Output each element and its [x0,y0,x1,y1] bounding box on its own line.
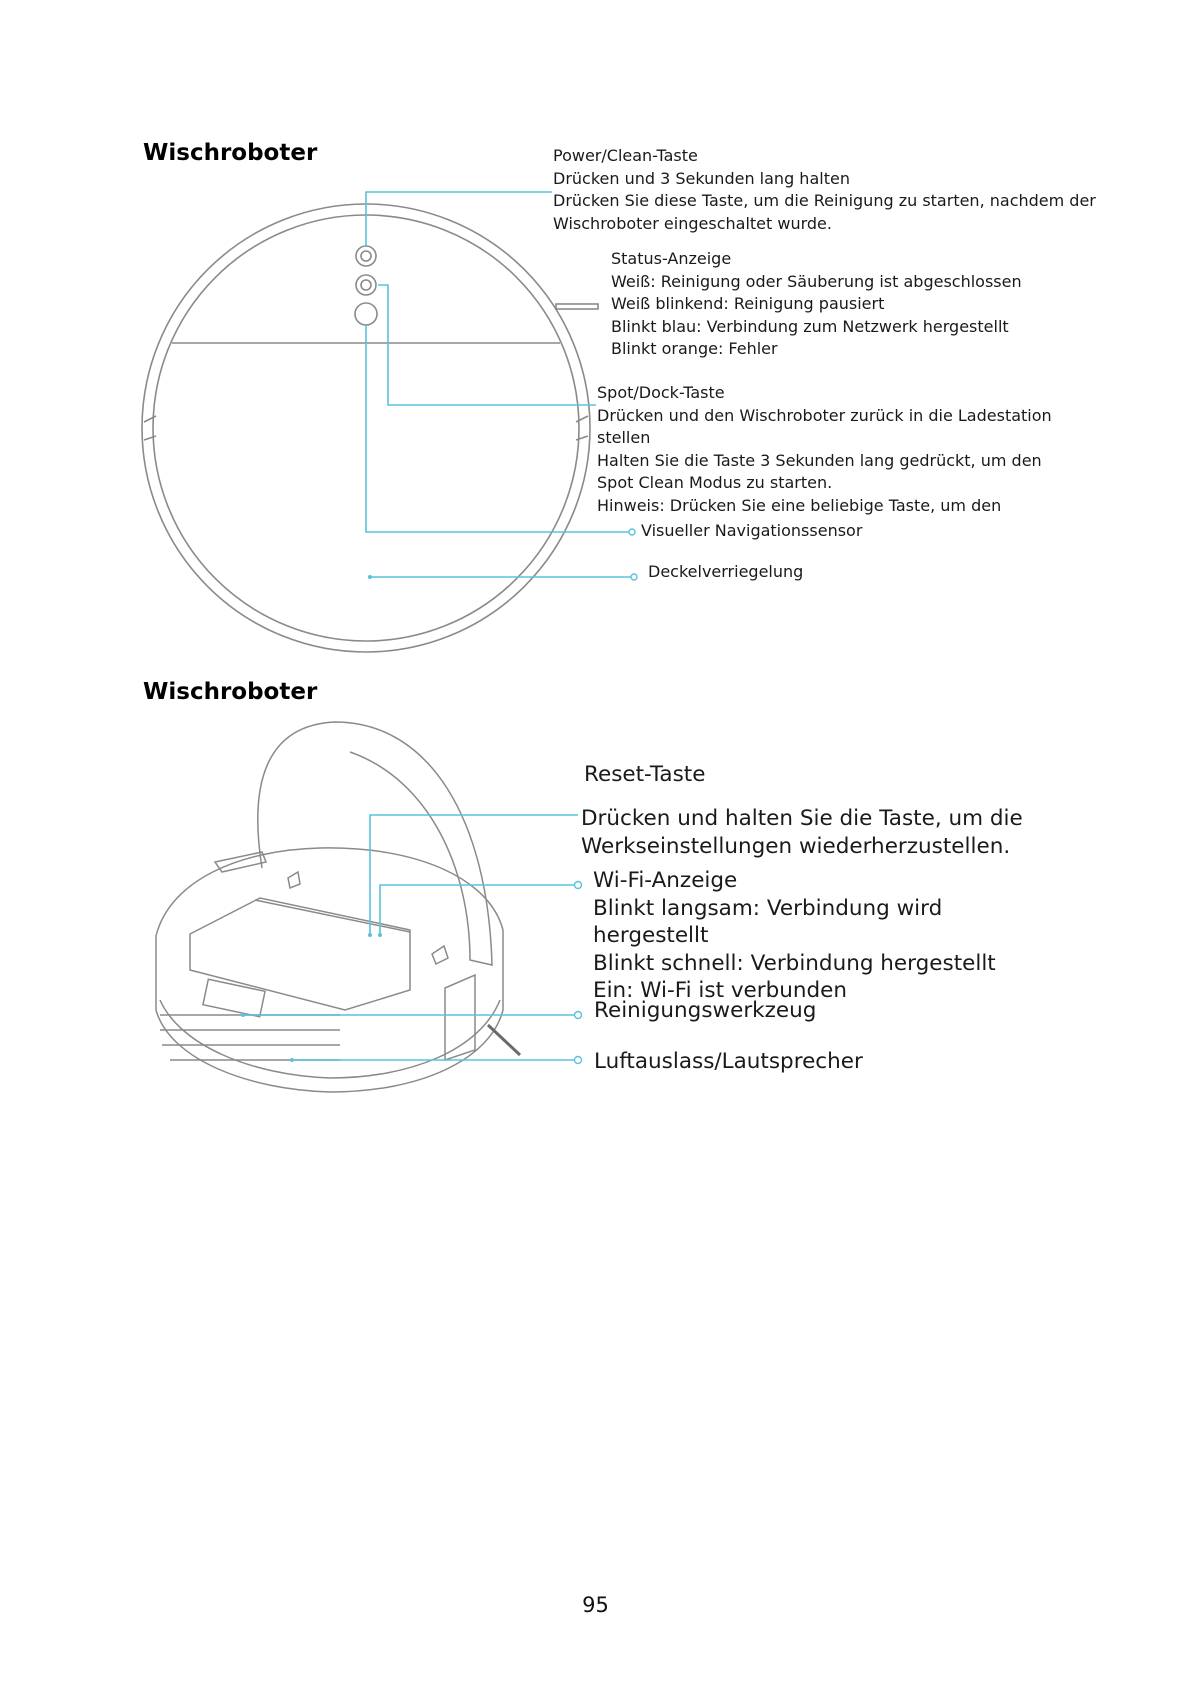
spot-line4: Spot Clean Modus zu starten. [597,473,833,493]
section2-heading: Wischroboter [143,679,318,705]
status-indicator-label [611,248,1022,361]
open-lid [258,722,492,965]
robot-body-bottom [156,930,503,1092]
reset-line1: Drücken und halten Sie die Taste, um die [581,806,1023,831]
wifi-line2: hergestellt [593,923,709,948]
lid-lock-label: Deckelverriegelung [648,562,804,581]
leader-power [366,192,552,246]
leader-reset [370,815,578,935]
navigation-sensor-label: Visueller Navigationssensor [641,521,863,540]
section1-heading: Wischroboter [143,140,318,166]
wifi-line3: Blinkt schnell: Verbindung hergestellt [593,950,996,976]
spot-line2: stellen [597,428,651,448]
power-clean-button [356,246,376,266]
leader-spot [378,285,596,405]
reset-label [581,805,1023,860]
bumper-notch-right [576,416,588,440]
status-title: Status-Anzeige [611,249,732,268]
spot-title: Spot/Dock-Taste [597,383,725,402]
dust-bin [190,898,410,1010]
status-line2: Weiß blinkend: Reinigung pausiert [611,294,885,314]
leader-sensor [366,325,632,532]
power-line3: Wischroboter eingeschaltet wurde. [553,213,832,233]
status-line3: Blinkt blau: Verbindung zum Netzwerk hergestellt [611,316,1009,336]
wifi-line1: Blinkt langsam: Verbindung wird [593,895,943,921]
side-wall [445,975,475,1060]
status-line4: Blinkt orange: Fehler [611,339,778,359]
cleaning-tool-label: Reinigungswerkzeug [594,998,817,1023]
spot-line5: Hinweis: Drücken Sie eine beliebige Taste, um den [597,495,1002,515]
bumper-notch-left [144,416,156,440]
page-number: 95 [582,1593,609,1617]
spot-dock-button [355,303,377,325]
robot-body-top [156,848,503,936]
spot-line1: Drücken und den Wischroboter zurück in die Ladestation [597,405,1052,425]
status-indicator [356,275,376,295]
robot-open-lid-drawing [156,722,520,1092]
reset-line2: Werkseinstellungen wiederherzustellen. [581,833,1011,859]
spot-line3: Halten Sie die Taste 3 Sekunden lang gedrückt, um den [597,450,1042,470]
spot-dock-label [597,382,1052,518]
cleaning-tool [203,979,265,1016]
wifi-line4: Ein: Wi-Fi ist verbunden [593,978,848,1003]
power-line2: Drücken Sie diese Taste, um die Reinigung zu starten, nachdem der [553,191,1096,211]
power-clean-label [553,145,1096,235]
status-line1: Weiß: Reinigung oder Säuberung ist abgeschlossen [611,271,1022,291]
side-brush-stub [556,304,598,309]
wifi-title: Wi-Fi-Anzeige [593,868,738,893]
reset-title: Reset-Taste [584,762,706,787]
power-title: Power/Clean-Taste [553,146,698,165]
air-outlet-speaker-label: Luftauslass/Lautsprecher [594,1049,863,1074]
wifi-indicator-label [593,867,996,1005]
power-line1: Drücken und 3 Sekunden lang halten [553,168,850,188]
